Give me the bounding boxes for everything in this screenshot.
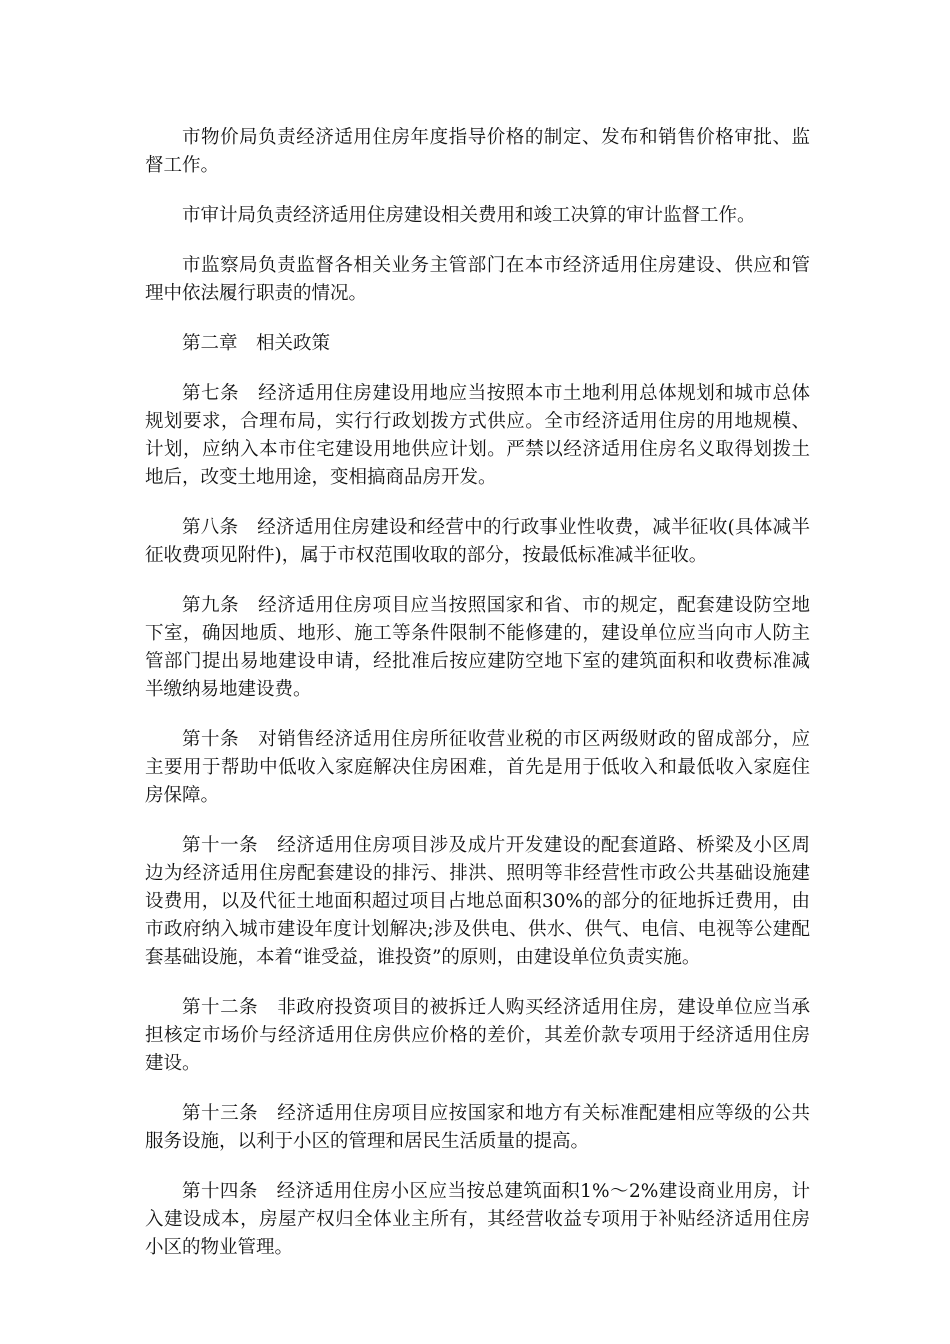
article-14: 第十四条 经济适用住房小区应当按总建筑面积1%～2%建设商业用房，计入建设成本，房屋产权归全体业主所有，其经营收益专项用于补贴经济适用住房小区的物业管理。 [145, 1181, 810, 1258]
paragraph-audit-bureau: 市审计局负责经济适用住房建设相关费用和竣工决算的审计监督工作。 [182, 205, 756, 226]
article-13: 第十三条 经济适用住房项目应按国家和地方有关标准配建相应等级的公共服务设施，以利于小区的管理和居民生活质量的提高。 [145, 1103, 810, 1152]
paragraph-supervision-bureau: 市监察局负责监督各相关业务主管部门在本市经济适用住房建设、供应和管理中依法履行职责的情况。 [145, 255, 810, 304]
article-9: 第九条 经济适用住房项目应当按照国家和省、市的规定，配套建设防空地下室，确因地质、地形、施工等条件限制不能修建的，建设单位应当向市人防主管部门提出易地建设申请，经批准后按应建防空地下室的建筑面积和收费标准减半缴纳易地建设费。 [145, 595, 810, 700]
article-12: 第十二条 非政府投资项目的被拆迁人购买经济适用住房，建设单位应当承担核定市场价与经济适用住房供应价格的差价，其差价款专项用于经济适用住房建设。 [145, 997, 810, 1074]
chapter-heading: 第二章 相关政策 [182, 333, 331, 354]
article-10: 第十条 对销售经济适用住房所征收营业税的市区两级财政的留成部分，应主要用于帮助中低收入家庭解决住房困难，首先是用于低收入和最低收入家庭住房保障。 [145, 729, 810, 806]
article-11: 第十一条 经济适用住房项目涉及成片开发建设的配套道路、桥梁及小区周边为经济适用住房配套建设的排污、排洪、照明等非经营性市政公共基础设施建设费用，以及代征土地面积超过项目占地总面积30%的部分的征地拆迁费用，由市政府纳入城市建设年度计划解决;涉及供电、供水、供气、电信、电视等公建配套基础设施，本着“谁受益，谁投资”的原则，由建设单位负责实施。 [145, 835, 810, 968]
paragraph-price-bureau: 市物价局负责经济适用住房年度指导价格的制定、发布和销售价格审批、监督工作。 [145, 127, 810, 176]
article-7: 第七条 经济适用住房建设用地应当按照本市土地利用总体规划和城市总体规划要求，合理布局，实行行政划拨方式供应。全市经济适用住房的用地规模、计划，应纳入本市住宅建设用地供应计划。严禁以经济适用住房名义取得划拨土地后，改变土地用途，变相搞商品房开发。 [145, 383, 810, 488]
document-body [145, 124, 810, 1284]
article-8: 第八条 经济适用住房建设和经营中的行政事业性收费，减半征收(具体减半征收费项见附件)，属于市权范围收取的部分，按最低标准减半征收。 [145, 517, 810, 566]
